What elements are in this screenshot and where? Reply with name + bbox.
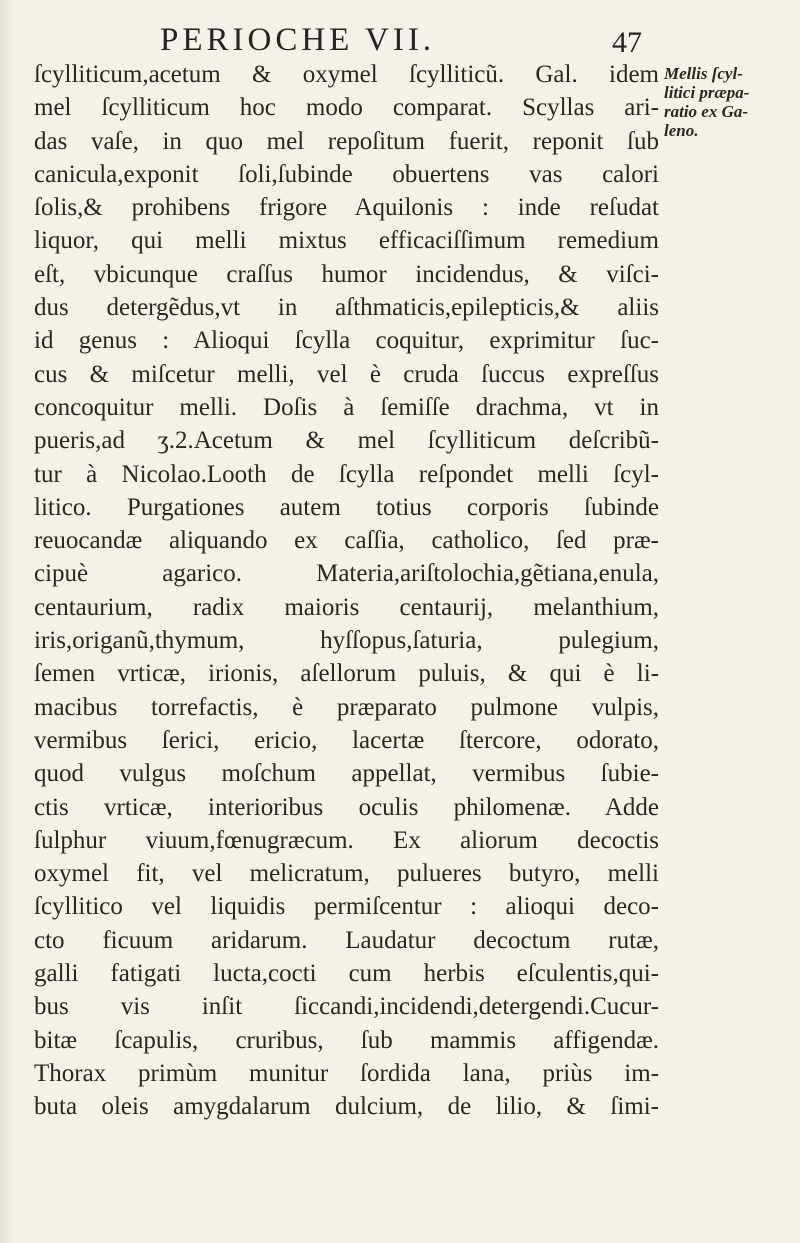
text-line: centaurium, radix maioris centaurij, melanthium, [34, 593, 659, 621]
text-line: macibus torrefactis, è præparato pulmone vulpis, [34, 693, 659, 721]
text-line: id genus : Alioqui ſcylla coquitur, exprimitur ſuc- [34, 327, 659, 355]
marginal-note-line: ratio ex Ga- [664, 102, 749, 121]
text-line: ſolis,& prohibens frigore Aquilonis : inde reſudat [34, 194, 659, 222]
text-line: eſt, vbicunque craſſus humor incidendus, & viſci- [34, 260, 659, 288]
text-line: cus & miſcetur melli, vel è cruda ſuccus expreſſus [34, 360, 659, 388]
text-line: ſcyllitico vel liquidis permiſcentur : alioqui deco- [34, 893, 659, 921]
text-line: pueris,ad ʒ.2.Acetum & mel ſcylliticum deſcribũ- [34, 427, 659, 455]
text-line: iris,origanũ,thymum, hyſſopus,ſaturia, pulegium, [34, 627, 659, 655]
text-line: Thorax primùm munitur ſordida lana, priùs im- [34, 1059, 659, 1087]
text-line: litico. Purgationes autem totius corporis ſubinde [34, 493, 659, 521]
text-line: liquor, qui melli mixtus efficaciſſimum remedium [34, 227, 659, 255]
text-line: ſulphur viuum,fœnugræcum. Ex aliorum decoctis [34, 826, 659, 854]
running-head [0, 18, 800, 58]
text-line: bus vis inſit ſiccandi,incidendi,detergendi.Cucur- [34, 993, 659, 1021]
marginal-note-line: Mellis ſcyl- [664, 64, 743, 83]
page-number: 47 [612, 26, 642, 59]
text-line: cto ficuum aridarum. Laudatur decoctum rutæ, [34, 926, 659, 954]
text-line: das vaſe, in quo mel repoſitum fuerit, reponit ſub [34, 127, 659, 155]
marginal-note-line: leno. [664, 121, 699, 140]
marginal-note [664, 64, 796, 140]
text-line: dus detergẽdus,vt in aſthmaticis,epilepticis,& aliis [34, 294, 659, 322]
marginal-note-line: litici præpa- [664, 83, 750, 102]
text-line: concoquitur melli. Doſis à ſemiſſe drachma, vt in [34, 393, 659, 421]
text-line: vermibus ſerici, ericio, lacertæ ſtercore, odorato, [34, 726, 659, 754]
text-line: galli fatigati lucta,cocti cum herbis eſculentis,qui- [34, 960, 659, 988]
text-line: canicula,exponit ſoli,ſubinde obuertens vas calori [34, 160, 659, 188]
text-line: quod vulgus moſchum appellat, vermibus ſubie- [34, 760, 659, 788]
body-text [34, 58, 659, 1124]
text-line: ctis vrticæ, interioribus oculis philomenæ. Adde [34, 793, 659, 821]
text-line: reuocandæ aliquando ex caſſia, catholico, ſed præ- [34, 527, 659, 555]
text-line: bitæ ſcapulis, cruribus, ſub mammis affigendæ. [34, 1026, 659, 1054]
text-line: mel ſcylliticum hoc modo comparat. Scyllas ari- [34, 94, 659, 122]
page-title: PERIOCHE VII. [160, 22, 436, 58]
text-line: ſcylliticum,acetum & oxymel ſcylliticũ. Gal. idem [34, 61, 659, 88]
text-line: tur à Nicolao.Looth de ſcylla reſpondet melli ſcyl- [34, 460, 659, 488]
text-line: buta oleis amygdalarum dulcium, de lilio, & ſimi- [34, 1093, 659, 1121]
text-line: ſemen vrticæ, irionis, aſellorum puluis, & qui è li- [34, 660, 659, 688]
text-line: oxymel fit, vel melicratum, pulueres butyro, melli [34, 860, 659, 888]
text-line: cipuè agarico. Materia,ariſtolochia,gẽtiana,enula, [34, 560, 659, 588]
